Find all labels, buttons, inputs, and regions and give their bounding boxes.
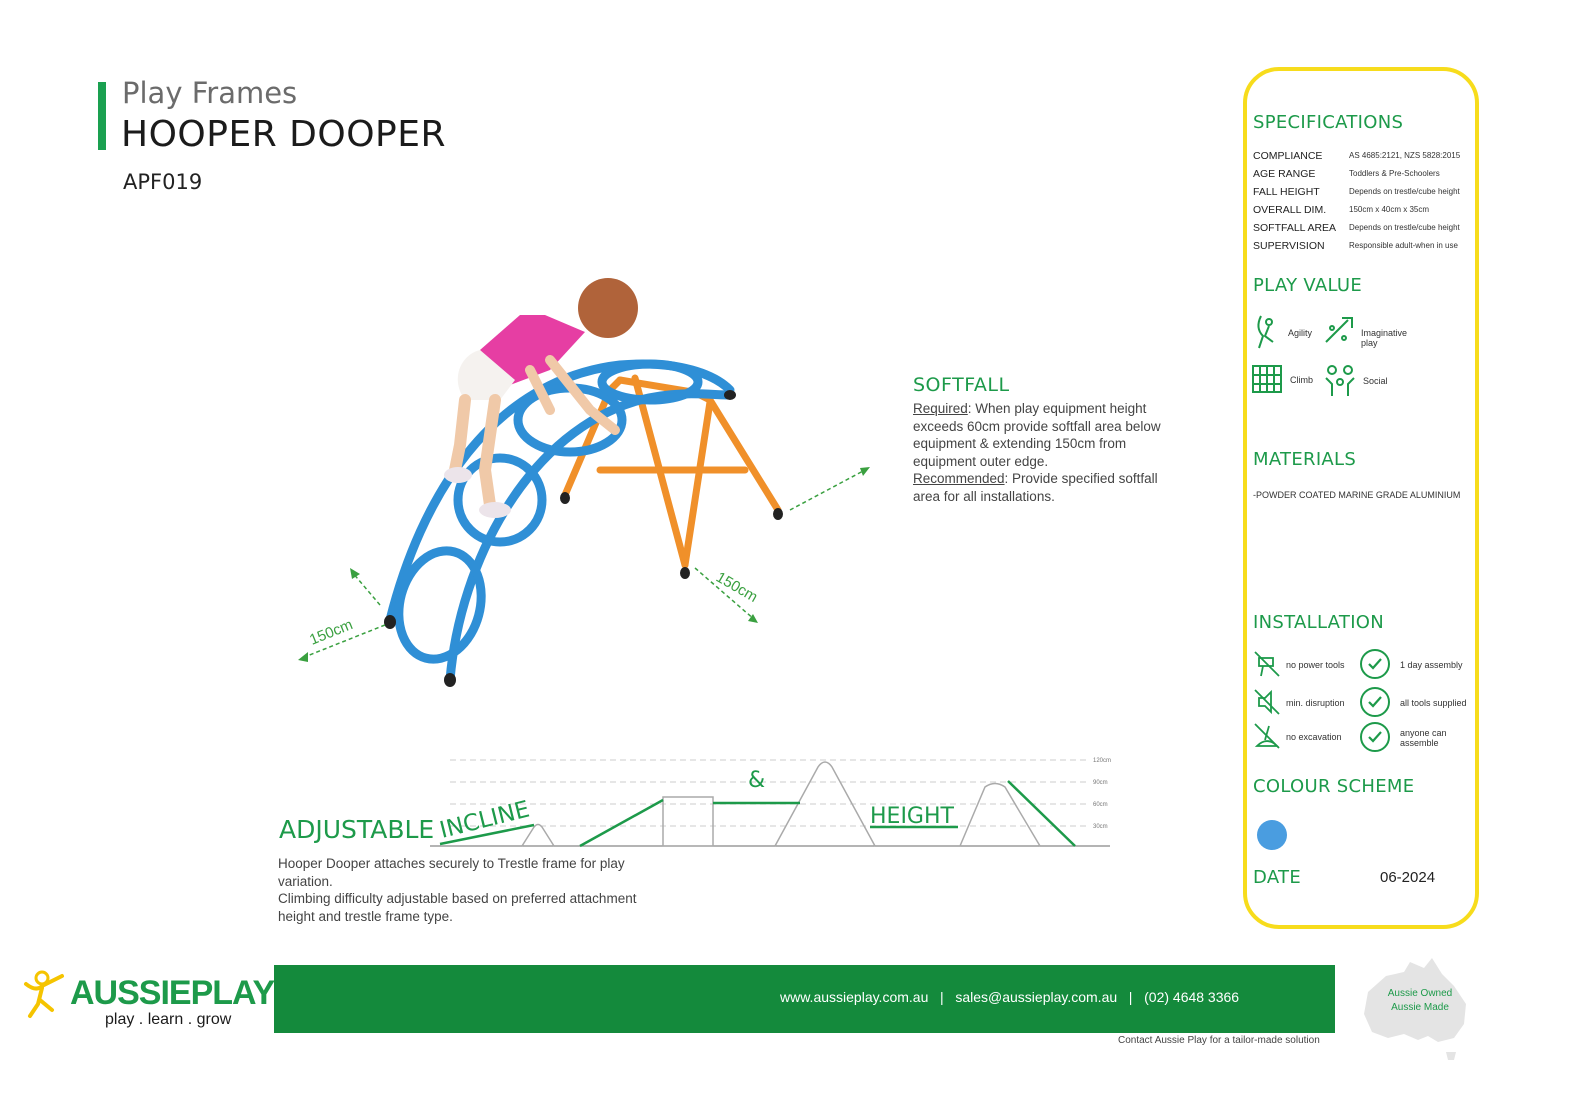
- colour-swatch: [1257, 820, 1287, 850]
- softfall-heading: SOFTFALL: [913, 374, 1010, 396]
- height-label: HEIGHT: [870, 804, 954, 829]
- aussie-owned-badge: Aussie Owned Aussie Made: [1387, 988, 1453, 1013]
- play-value-label: Imaginative play: [1361, 328, 1408, 348]
- spec-label: FALL HEIGHT: [1253, 186, 1320, 198]
- incline-label: INCLINE: [437, 796, 533, 844]
- no-excavation-icon: [1253, 722, 1281, 750]
- play-value-label: Social: [1363, 376, 1388, 386]
- spec-row: [1253, 186, 1483, 202]
- spec-row: [1253, 204, 1483, 220]
- tick-120: 120cm: [1093, 758, 1112, 764]
- spec-value: AS 4685:2121, NZS 5828:2015: [1349, 151, 1461, 160]
- installation-label: no power tools: [1286, 660, 1345, 670]
- footer-tagline: Contact Aussie Play for a tailor-made solution: [1118, 1035, 1320, 1046]
- adjustable-text: [278, 855, 638, 925]
- spec-value: Toddlers & Pre-Schoolers: [1349, 169, 1440, 178]
- colour-scheme-heading: COLOUR SCHEME: [1253, 776, 1415, 797]
- check-mark-icon: [1367, 695, 1383, 709]
- social-icon: [1322, 362, 1358, 398]
- recommended-text: : Provide specified softfall area for all installations.: [913, 471, 1158, 504]
- trestle-frame: [565, 378, 778, 565]
- no-power-tools-icon: [1253, 650, 1281, 678]
- spec-value: 150cm x 40cm x 35cm: [1349, 205, 1430, 214]
- spec-label: AGE RANGE: [1253, 168, 1316, 180]
- brand-tagline: play . learn . grow: [105, 1011, 232, 1028]
- installation-label: all tools supplied: [1400, 698, 1467, 708]
- product-category: Play Frames: [122, 76, 298, 110]
- spec-value: Depends on trestle/cube height: [1349, 223, 1460, 232]
- brand-logo-text: AUSSIEPLAY: [70, 974, 275, 1012]
- imaginative-play-icon: [1322, 314, 1356, 348]
- min-disruption-icon: [1253, 688, 1281, 716]
- check-mark-icon: [1367, 730, 1383, 744]
- spec-label: COMPLIANCE: [1253, 150, 1323, 162]
- specifications-heading: SPECIFICATIONS: [1253, 112, 1404, 133]
- spec-row: [1253, 240, 1483, 256]
- adjustable-diagram: [430, 745, 1130, 855]
- spec-label: SUPERVISION: [1253, 240, 1325, 252]
- tick-30: 30cm: [1093, 824, 1108, 830]
- adjustable-line-1: Hooper Dooper attaches securely to Trestle frame for play variation.: [278, 856, 625, 889]
- recommended-label: Recommended: [913, 471, 1005, 486]
- materials-heading: MATERIALS: [1253, 449, 1357, 470]
- product-illustration: [290, 270, 910, 710]
- dim-label-right: 150cm: [713, 568, 761, 606]
- softfall-text: [913, 400, 1163, 505]
- play-value-heading: PLAY VALUE: [1253, 275, 1363, 296]
- tick-90: 90cm: [1093, 780, 1108, 786]
- date-label: DATE: [1253, 867, 1302, 888]
- agility-icon: [1253, 314, 1283, 350]
- spec-value: Depends on trestle/cube height: [1349, 187, 1460, 196]
- spec-row: [1253, 222, 1483, 238]
- product-code: APF019: [123, 170, 203, 194]
- installation-label: anyone can assemble: [1400, 728, 1447, 748]
- play-value-label: Agility: [1288, 328, 1313, 338]
- installation-heading: INSTALLATION: [1253, 612, 1385, 633]
- hooper-arch: [387, 364, 730, 680]
- spec-label: SOFTFALL AREA: [1253, 222, 1337, 234]
- installation-label: 1 day assembly: [1400, 660, 1463, 670]
- adjustable-heading: ADJUSTABLE: [279, 815, 435, 844]
- product-name: HOOPER DOOPER: [121, 114, 447, 155]
- dim-label-left: 150cm: [307, 616, 356, 649]
- adjustable-line-2: Climbing difficulty adjustable based on preferred attachment height and trestle frame type.: [278, 891, 637, 924]
- spec-label: OVERALL DIM.: [1253, 204, 1327, 216]
- amp-label: &: [748, 768, 766, 793]
- spec-row: [1253, 150, 1483, 166]
- aussieplay-logo-icon: [22, 970, 68, 1020]
- spec-value: Responsible adult-when in use: [1349, 241, 1458, 250]
- materials-text: -POWDER COATED MARINE GRADE ALUMINIUM: [1253, 490, 1461, 500]
- tick-60: 60cm: [1093, 802, 1108, 808]
- required-text: : When play equipment height exceeds 60cm provide softfall area below equipment & extending 150cm from equipment outer edge.: [913, 401, 1161, 469]
- title-accent-bar: [98, 82, 106, 150]
- play-value-label: Climb: [1290, 375, 1314, 385]
- date-value: 06-2024: [1380, 869, 1436, 886]
- installation-label: min. disruption: [1286, 698, 1345, 708]
- installation-label: no excavation: [1286, 732, 1342, 742]
- spec-row: [1253, 168, 1483, 184]
- footer-contact[interactable]: www.aussieplay.com.au | sales@aussieplay.com.au | (02) 4648 3366: [780, 989, 1240, 1005]
- check-mark-icon: [1367, 657, 1383, 671]
- climb-icon: [1250, 362, 1284, 396]
- required-label: Required: [913, 401, 968, 416]
